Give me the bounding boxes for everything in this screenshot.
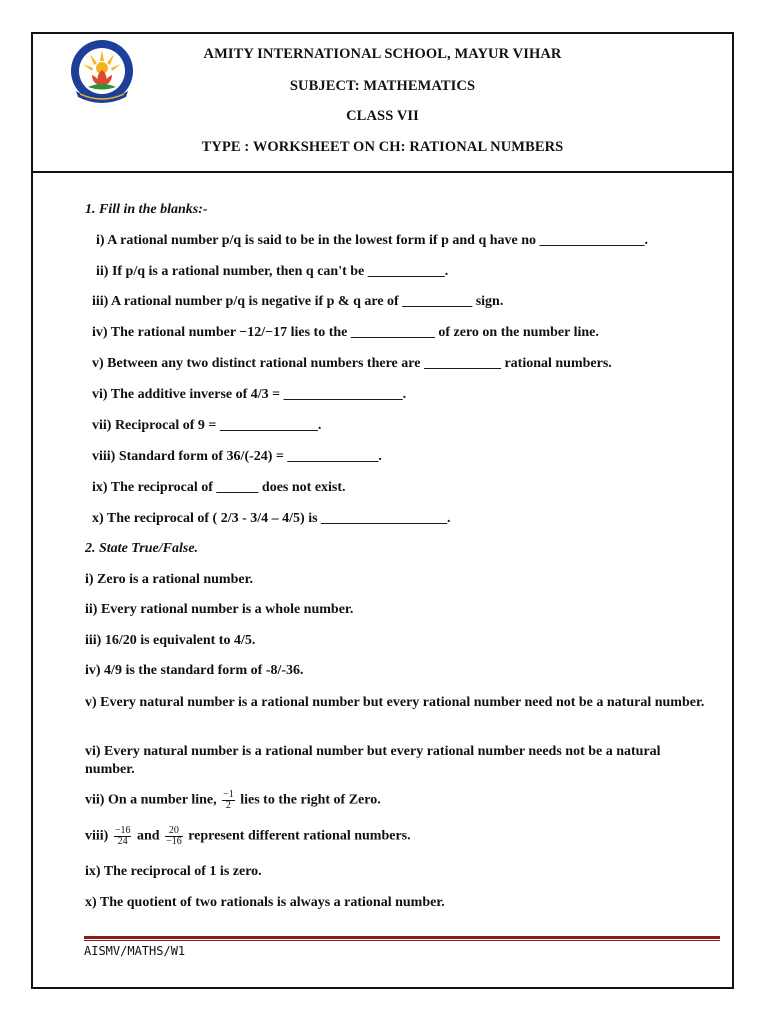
fill-blank-item: iii) A rational number p/q is negative if p & q are of __________ sign.: [92, 294, 504, 309]
fraction-numerator: 20: [165, 826, 183, 837]
true-false-item: ii) Every rational number is a whole number.: [85, 602, 354, 617]
item-text: lies to the right of Zero.: [236, 792, 381, 808]
class-line: CLASS VII: [346, 108, 419, 124]
fraction: [165, 826, 183, 847]
fraction-denominator: 24: [117, 836, 128, 847]
section-1-title: 1. Fill in the blanks:-: [85, 202, 208, 217]
item-text: and: [133, 828, 164, 844]
true-false-item: [85, 790, 381, 811]
fill-blank-item: i) A rational number p/q is said to be in the lowest form if p and q have no _______________.: [96, 233, 649, 248]
true-false-item: iii) 16/20 is equivalent to 4/5.: [85, 633, 256, 648]
footer-divider: [84, 936, 720, 939]
header-divider: [33, 171, 732, 173]
fraction: [222, 790, 235, 811]
fill-blank-item: ix) The reciprocal of ______ does not exist.: [92, 480, 346, 495]
footer-code: AISMV/MATHS/W1: [84, 944, 186, 958]
fill-blank-item: vi) The additive inverse of 4/3 = _________________.: [92, 387, 407, 402]
school-crest-icon: [66, 37, 138, 109]
fraction-numerator: −16: [114, 825, 131, 836]
true-false-item: iv) 4/9 is the standard form of -8/-36.: [85, 663, 304, 678]
fill-blank-item: iv) The rational number −12/−17 lies to the ____________ of zero on the number line.: [92, 325, 599, 340]
true-false-item: [85, 826, 411, 847]
school-name: AMITY INTERNATIONAL SCHOOL, MAYUR VIHAR: [203, 46, 562, 62]
true-false-item: ix) The reciprocal of 1 is zero.: [85, 864, 262, 879]
fill-blank-item: v) Between any two distinct rational numbers there are ___________ rational numbers.: [92, 356, 612, 371]
subject-line: SUBJECT: MATHEMATICS: [289, 78, 476, 94]
true-false-item: vi) Every natural number is a rational number but every rational number needs not be a natural number.: [85, 744, 661, 777]
true-false-item: v) Every natural number is a rational number but every rational number need not be a natural number.: [85, 695, 705, 710]
item-text: represent different rational numbers.: [184, 828, 411, 844]
fill-blank-item: ii) If p/q is a rational number, then q can't be ___________.: [96, 264, 449, 279]
type-line: TYPE : WORKSHEET ON CH: RATIONAL NUMBERS: [201, 139, 564, 155]
section-2-title: 2. State True/False.: [85, 541, 199, 556]
fill-blank-item: vii) Reciprocal of 9 = ______________.: [92, 418, 322, 433]
true-false-item: x) The quotient of two rationals is always a rational number.: [85, 895, 445, 910]
true-false-item: i) Zero is a rational number.: [85, 572, 254, 587]
fraction-denominator: 2: [225, 800, 231, 811]
fill-blank-item: x) The reciprocal of ( 2/3 - 3/4 – 4/5) is __________________.: [92, 511, 451, 526]
fill-blank-item: viii) Standard form of 36/(-24) = _____________.: [92, 449, 382, 464]
footer-divider-thin: [84, 940, 720, 941]
fraction-denominator: −16: [166, 836, 182, 847]
item-text: viii): [85, 828, 112, 844]
item-text: vii) On a number line,: [85, 792, 221, 808]
fraction: [114, 826, 132, 847]
fraction-numerator: −1: [223, 789, 234, 800]
